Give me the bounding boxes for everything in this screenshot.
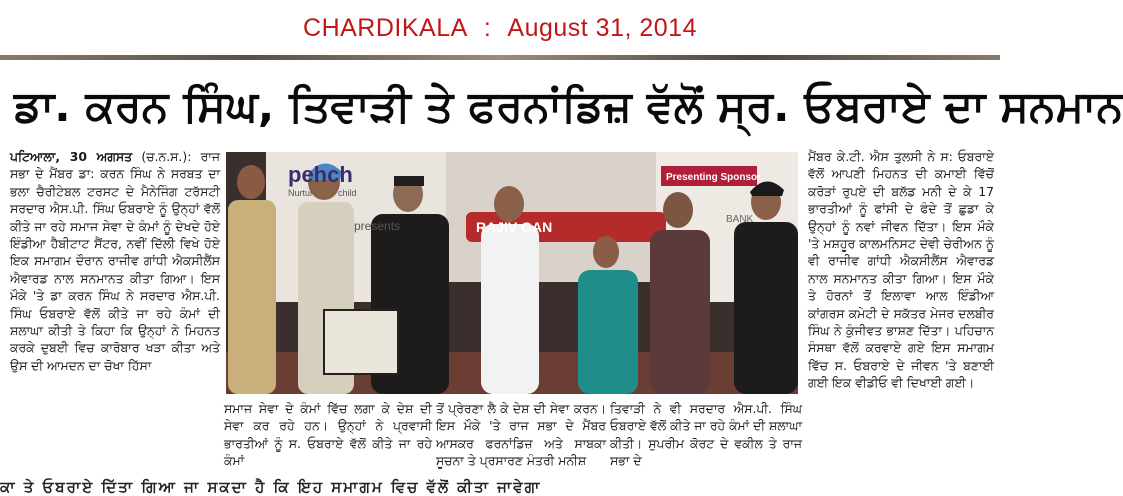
- source-separator: :: [483, 14, 492, 42]
- sponsor-tag: Presenting Sponsor: [666, 172, 762, 183]
- decorative-rule: [0, 55, 1000, 60]
- publication-name: CHARDIKALA: [303, 14, 467, 42]
- banner-text-child: child: [338, 188, 357, 198]
- banner-text-1: pehch: [288, 162, 353, 187]
- article-column-left: [10, 148, 220, 494]
- banner-text-2: Nurtur: [288, 188, 314, 198]
- source-line: [0, 14, 1000, 43]
- article-column-bottom-3: ਤਿਵਾੜੀ ਨੇ ਵੀ ਸਰਦਾਰ ਐਸ.ਪੀ. ਸਿੰਘ ਓਬਰਾਏ ਵੱਲੋਂ ਕੀਤੇ ਜਾ ਰਹੇ ਕੰਮਾਂ ਦੀ ਸ਼ਲਾਘਾ ਕੀਤੀ। ਸੁਪਰੀਮ ਕੋਰਟ ਦੇ ਵਕੀਲ ਤੇ ਰਾਜ ਸਭਾ ਦੇ: [610, 401, 802, 469]
- dateline: ਪਟਿਆਲਾ, 30 ਅਗਸਤ: [10, 149, 133, 164]
- banner-text-4: RAJIV GAN: [476, 219, 553, 235]
- article-column-right: ਮੈਂਬਰ ਕੇ.ਟੀ. ਐਸ ਤੁਲਸੀ ਨੇ ਸ: ਓਬਰਾਏ ਵੱਲੋਂ ਆਪਣੀ ਮਿਹਨਤ ਦੀ ਕਮਾਈ ਵਿੱਚੋਂ ਕਰੋੜਾਂ ਰੁਪਏ ਦੀ ਬਲੱਡ ਮਨੀ ਦੇ ਕੇ 17 ਭਾਰਤੀਆਂ ਨੂੰ ਫਾਂਸੀ ਦੇ ਫੰਦੇ ਤੋਂ ਛੁਡਾ ਕੇ ਉਨ੍ਹਾਂ ਨੂੰ ਨਵਾਂ ਜੀਵਨ ਦਿੱਤਾ। ਇਸ ਮੌਕੇ 'ਤੇ ਮਸ਼ਹੂਰ ਕਾਲਮਨਿਸਟ ਦੇਵੀ ਚੇਰੀਅਨ ਨੂੰ ਵੀ ਰਾਜੀਵ ਗਾਂਧੀ ਐਕਸੀਲੈਂਸ ਐਵਾਰਡ ਨਾਲ ਸਨਮਾਨਤ ਕੀਤਾ ਗਿਆ। ਇਸ ਮੌਕੇ ਤੇ ਹੋਰਨਾਂ ਤੋਂ ਇਲਾਵਾ ਆਲ ਇੰਡੀਆ ਕਾਂਗਰਸ ਕਮੇਟੀ ਦੇ ਸਕੱਤਰ ਮੇਜਰ ਦਲਬੀਰ ਸਿੰਘ ਨੇ ਕੁੰਜੀਵਤ ਭਾਸ਼ਣ ਦਿੱਤਾ। ਪਹਿਚਾਨ ਸੰਸਥਾ ਵੱਲੋਂ ਕਰਵਾਏ ਗਏ ਇਸ ਸਮਾਗਮ ਵਿੱਚ ਸ. ਓਬਰਾਏ ਦੇ ਜੀਵਨ 'ਤੇ ਬਣਾਈ ਗਈ ਇਕ ਵੀਡੀਓ ਵੀ ਦਿਖਾਈ ਗਈ।: [808, 149, 994, 391]
- article-column-bottom-1: ਸਮਾਜ ਸੇਵਾ ਦੇ ਕੰਮਾਂ ਵਿੱਚ ਲਗਾ ਕੇ ਦੇਸ਼ ਦੀ ਸੇਵਾ ਕਰ ਰਹੇ ਹਨ। ਉਨ੍ਹਾਂ ਨੇ ਪ੍ਰਵਾਸੀ ਭਾਰਤੀਆਂ ਨੂੰ ਸ. ਓਬਰਾਏ ਵੱਲੋਂ ਕੀਤੇ ਜਾ ਰਹੇ ਕੰਮਾਂ: [224, 401, 432, 469]
- article-text-left: (ਚ.ਨ.ਸ.): ਰਾਜ ਸਭਾ ਦੇ ਮੈਂਬਰ ਡਾ: ਕਰਨ ਸਿੰਘ ਨੇ ਸਰਬਤ ਦਾ ਭਲਾ ਚੈਰੀਟੇਬਲ ਟਰਸਟ ਦੇ ਮੈਨੇਜਿੰਗ ਟਰੱਸਟੀ ਸਰਦਾਰ ਐਸ.ਪੀ. ਸਿੰਘ ਓਬਰਾਏ ਨੂੰ ਉਨ੍ਹਾਂ ਵੱਲੋਂ ਕੀਤੇ ਜਾ ਰਹੇ ਸਮਾਜ ਸੇਵਾ ਦੇ ਕੰਮਾਂ ਨੂੰ ਦੇਖਦੇ ਹੋਏ ਇੰਡੀਆ ਹੈਬੀਟਾਟ ਸੈਂਟਰ, ਨਵੀਂ ਦਿੱਲੀ ਵਿਖੇ ਹੋਏ ਇਕ ਸਮਾਗਮ ਦੌਰਾਨ ਰਾਜੀਵ ਗਾਂਧੀ ਐਕਸੀਲੈਂਸ ਐਵਾਰਡ ਨਾਲ ਸਨਮਾਨਤ ਕੀਤਾ ਗਿਆ। ਇਸ ਮੌਕੇ 'ਤੇ ਡਾ ਕਰਨ ਸਿੰਘ ਨੇ ਸਰਦਾਰ ਐਸ.ਪੀ. ਸਿੰਘ ਓਬਰਾਏ ਵੱਲੋਂ ਕੀਤੇ ਜਾ ਰਹੇ ਕੰਮਾਂ ਦੀ ਸ਼ਲਾਘਾ ਕੀਤੀ ਤੇ ਕਿਹਾ ਕਿ ਉਨ੍ਹਾਂ ਨੇ ਮਿਹਨਤ ਕਰਕੇ ਦੁਬਈ ਵਿਚ ਕਾਰੋਬਾਰ ਖੜਾ ਕੀਤਾ ਅਤੇ ਉਸ ਦੀ ਆਮਦਨ ਦਾ ਚੋਖਾ ਹਿੱਸਾ: [10, 149, 220, 373]
- event-photo: [226, 152, 798, 394]
- banner-text-3: presents: [354, 219, 401, 233]
- publication-date: August 31, 2014: [507, 14, 697, 42]
- article-column-bottom-2: ਤੋਂ ਪ੍ਰੇਰਣਾ ਲੈ ਕੇ ਦੇਸ਼ ਦੀ ਸੇਵਾ ਕਰਨ। ਇਸ ਮੌਕੇ 'ਤੇ ਰਾਜ ਸਭਾ ਦੇ ਮੈਂਬਰ ਆਸਕਰ ਫਰਨਾਂਡਿਜ਼ ਅਤੇ ਸਾਬਕਾ ਸੂਚਨਾ ਤੇ ਪ੍ਰਸਾਰਣ ਮੰਤਰੀ ਮਨੀਸ਼: [436, 401, 606, 469]
- cut-off-text-line: ਕਾ ਤੇ ਓਬਰਾਏ ਦਿੱਤਾ ਗਿਆ ਜਾ ਸਕਦਾ ਹੈ ਕਿ ਇਹ ਸਮਾਗਮ ਵਿਚ ਵੱਲੋਂ ਕੀਤਾ ਜਾਵੇਗਾ: [0, 478, 542, 496]
- headline: ਡਾ. ਕਰਨ ਸਿੰਘ, ਤਿਵਾੜੀ ਤੇ ਫਰਨਾਂਡਿਜ਼ ਵੱਲੋਂ ਸ੍ਰ. ਓਬਰਾਏ ਦਾ ਸਨਮਾਨ: [14, 82, 1123, 132]
- source-header: [0, 0, 1000, 62]
- bank-text: BANK: [726, 214, 754, 225]
